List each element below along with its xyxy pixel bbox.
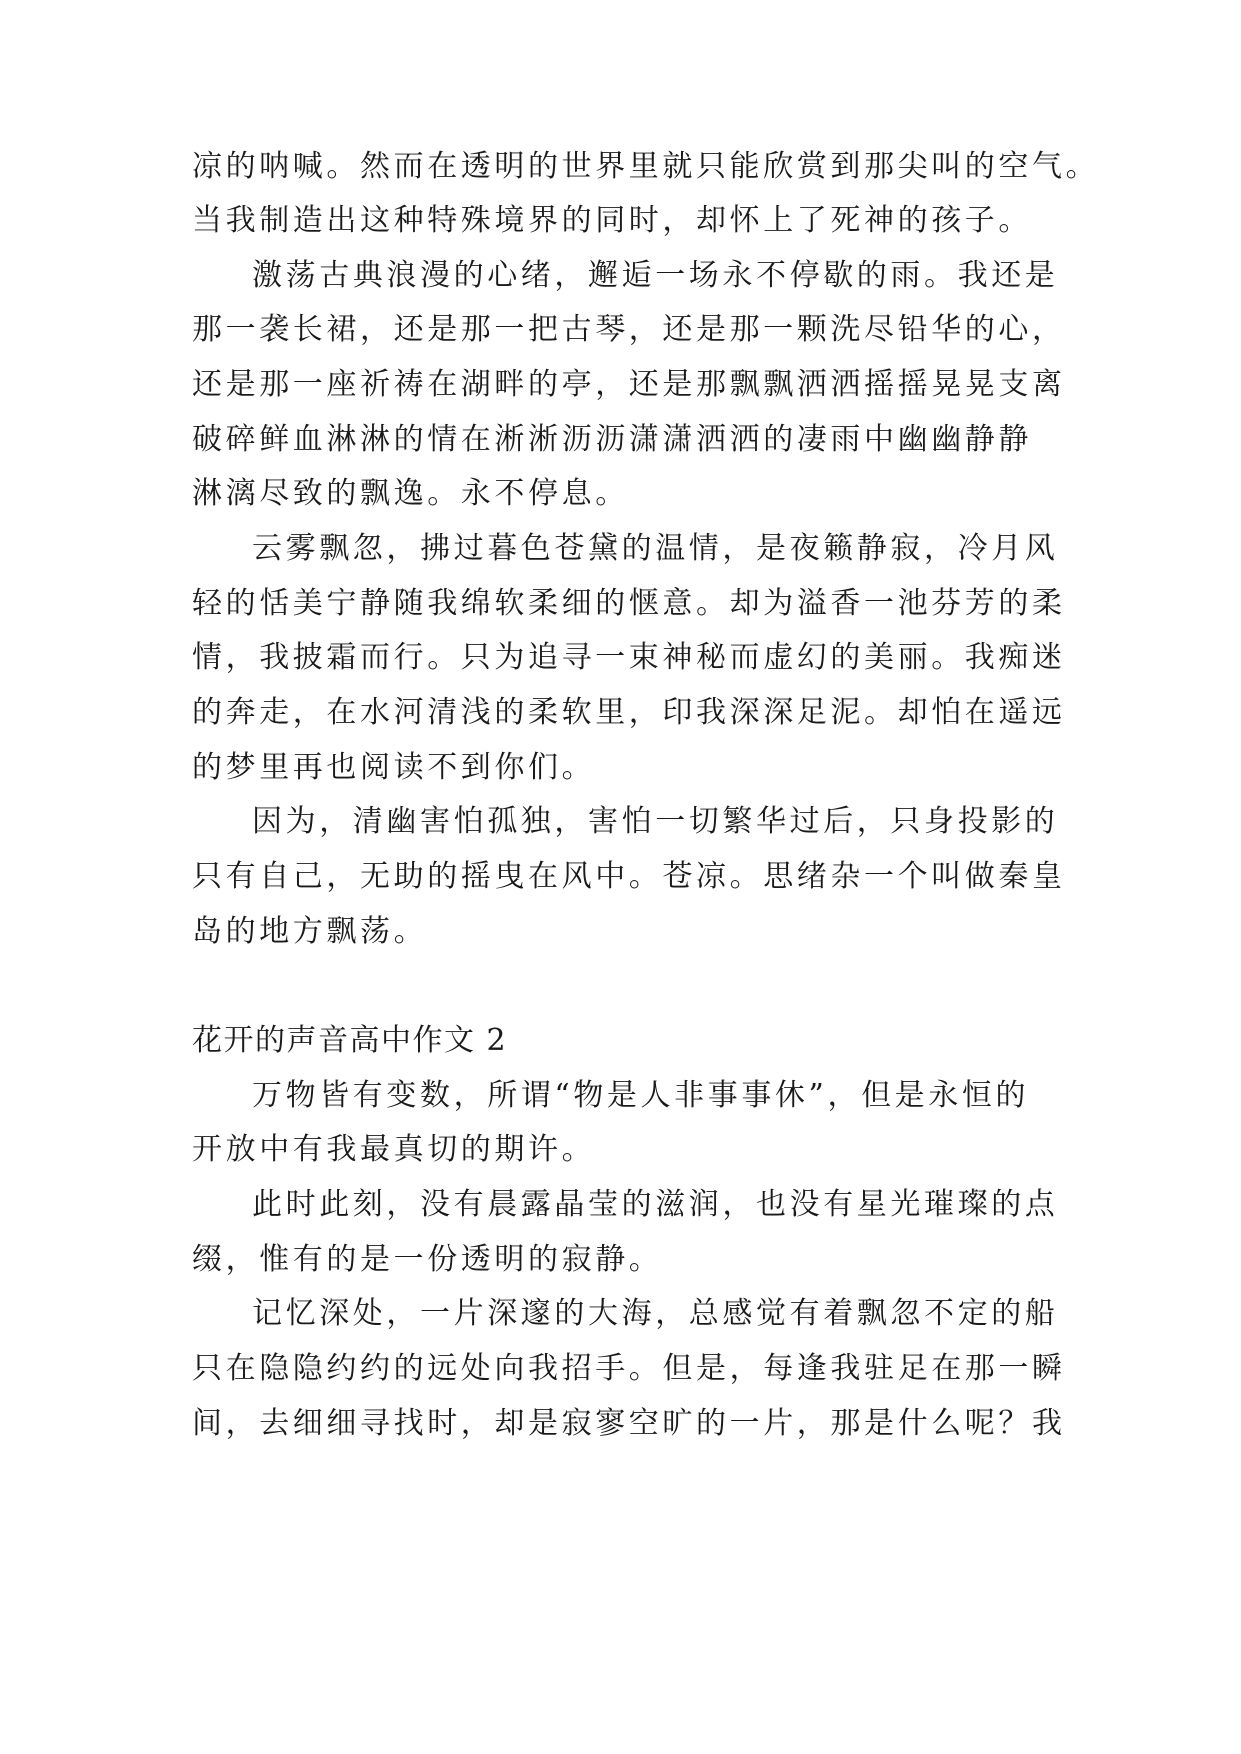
- text-line: 开放中有我最真切的期许。: [192, 1132, 596, 1167]
- text-line: 还是那一座祈祷在湖畔的亭，还是那飘飘洒洒摇摇晃晃支离: [192, 367, 1066, 402]
- paragraph-first-line: 激荡古典浪漫的心绪，邂逅一场永不停歇的雨。我还是: [252, 258, 1059, 293]
- text-line: 轻的恬美宁静随我绵软柔细的惬意。却为溢香一池芬芳的柔: [192, 586, 1066, 621]
- text-line: 的梦里再也阅读不到你们。: [192, 750, 596, 785]
- text-line: 情，我披霜而行。只为追寻一束神秘而虚幻的美丽。我痴迷: [192, 640, 1066, 675]
- section-heading: 花开的声音高中作文 2: [192, 1023, 508, 1058]
- text-line: 凉的呐喊。然而在透明的世界里就只能欣赏到那尖叫的空气。: [192, 149, 1100, 184]
- text-line: 缀，惟有的是一份透明的寂静。: [192, 1242, 663, 1277]
- text-line: 间，去细细寻找时，却是寂寥空旷的一片，那是什么呢？我: [192, 1406, 1066, 1441]
- paragraph-first-line: 万物皆有变数，所谓“物是人非事事休”，但是永恒的: [252, 1078, 1030, 1113]
- paragraph-first-line: 云雾飘忽，拂过暮色苍黛的温情，是夜籁静寂，冷月风: [252, 531, 1059, 566]
- paragraph-first-line: 因为，清幽害怕孤独，害怕一切繁华过后，只身投影的: [252, 804, 1059, 839]
- paragraph-first-line: 此时此刻，没有晨露晶莹的滋润，也没有星光璀璨的点: [252, 1187, 1059, 1222]
- text-line: 岛的地方飘荡。: [192, 914, 428, 949]
- text-line: 破碎鲜血淋淋的情在淅淅沥沥潇潇洒洒的凄雨中幽幽静静: [192, 422, 1032, 457]
- text-line: 只有自己，无助的摇曳在风中。苍凉。思绪杂一个叫做秦皇: [192, 859, 1066, 894]
- text-line: 当我制造出这种特殊境界的同时，却怀上了死神的孩子。: [192, 203, 1032, 238]
- paragraph-first-line: 记忆深处，一片深邃的大海，总感觉有着飘忽不定的船: [252, 1296, 1059, 1331]
- text-line: 淋漓尽致的飘逸。永不停息。: [192, 476, 629, 511]
- text-line: 那一袭长裙，还是那一把古琴，还是那一颗洗尽铅华的心，: [192, 312, 1066, 347]
- text-line: 的奔走，在水河清浅的柔软里，印我深深足泥。却怕在遥远: [192, 695, 1066, 730]
- text-line: 只在隐隐约约的远处向我招手。但是，每逢我驻足在那一瞬: [192, 1351, 1066, 1386]
